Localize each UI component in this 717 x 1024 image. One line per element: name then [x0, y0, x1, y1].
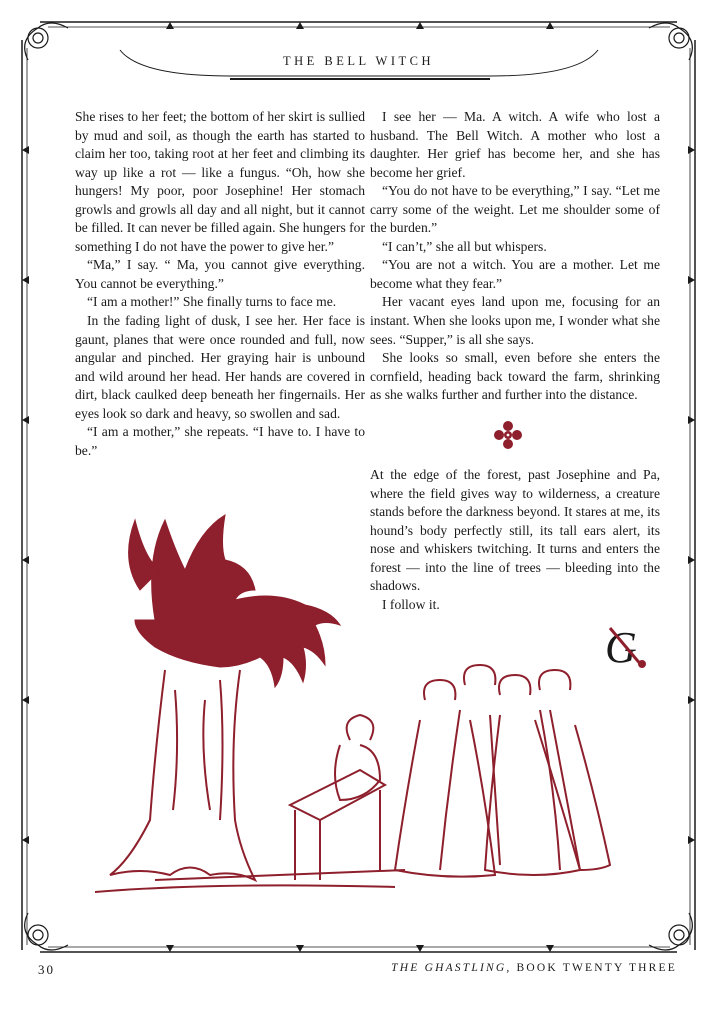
left-column [75, 108, 365, 460]
ghastling-g-logo [600, 618, 650, 674]
paragraph: In the fading light of dusk, I see her. Her face is gaunt, planes that were once rounded and full, now angular and pinched. Her graying hair is unbound and wild around her head. Her hands are covered in dirt, black caulked deep beneath her fingernails. Her eyes look so dark and heavy, so swollen and sad. [75, 313, 365, 421]
svg-text:G: G [605, 623, 637, 672]
page-number: 30 [38, 962, 55, 977]
right-column [370, 108, 660, 405]
cross-flower-icon [493, 420, 523, 450]
paragraph: I follow it. [382, 596, 440, 612]
demon-tree-children-woodcut [95, 500, 655, 920]
paragraph: “I am a mother,” she repeats. “I have to. I have to be.” [75, 424, 365, 458]
paragraph: She looks so small, even before she enters the cornfield, heading back toward the farm, shrinking as she walks further and further into the distance. [370, 350, 660, 403]
paragraph: I see her — Ma. A witch. A wife who lost a husband. The Bell Witch. A mother who lost a daughter. Her grief has become her, and she has become her grief. [370, 109, 660, 180]
book-title [391, 962, 677, 974]
paragraph: “I can’t,” she all but whispers. [382, 238, 547, 254]
book-title-main: THE GHASTLING, [391, 962, 512, 974]
paragraph: “I am a mother!” She finally turns to face me. [87, 294, 337, 310]
running-title: THE BELL WITCH [282, 54, 435, 68]
book-title-sub: BOOK TWENTY THREE [511, 962, 677, 974]
paragraph: “Ma,” I say. “ Ma, you cannot give everything. You cannot be everything.” [75, 257, 365, 291]
paragraph: “You do not have to be everything,” I say. “Let me carry some of the weight. Let me shoulder some of the burden.” [370, 183, 660, 236]
paragraph: “You are not a witch. You are a mother. Let me become what they fear.” [370, 257, 660, 291]
paragraph: At the edge of the forest, past Josephine and Pa, where the field gives way to wilderness, a creature stands before the darkness beyond. It stares at me, its hound’s body perfectly still, its tall ears alert, its nose and whiskers twitching. It turns and enters the forest — into the line of trees — bleeding into the shadows. [370, 467, 660, 594]
paragraph: Her vacant eyes land upon me, focusing for an instant. When she looks upon me, I wonder what she sees. “Supper,” is all she says. [370, 294, 660, 347]
paragraph: She rises to her feet; the bottom of her skirt is sullied by mud and soil, as though the earth has started to claim her too, taking root at her feet and climbing its way up like a rot — like a fungus. “Oh, how she hungers! My poor, poor Josephine! Her stomach growls and growls all day and all night, but it cannot be filled. It can never be filled again. She hungers for something I do not have the power to give her.” [75, 109, 365, 254]
